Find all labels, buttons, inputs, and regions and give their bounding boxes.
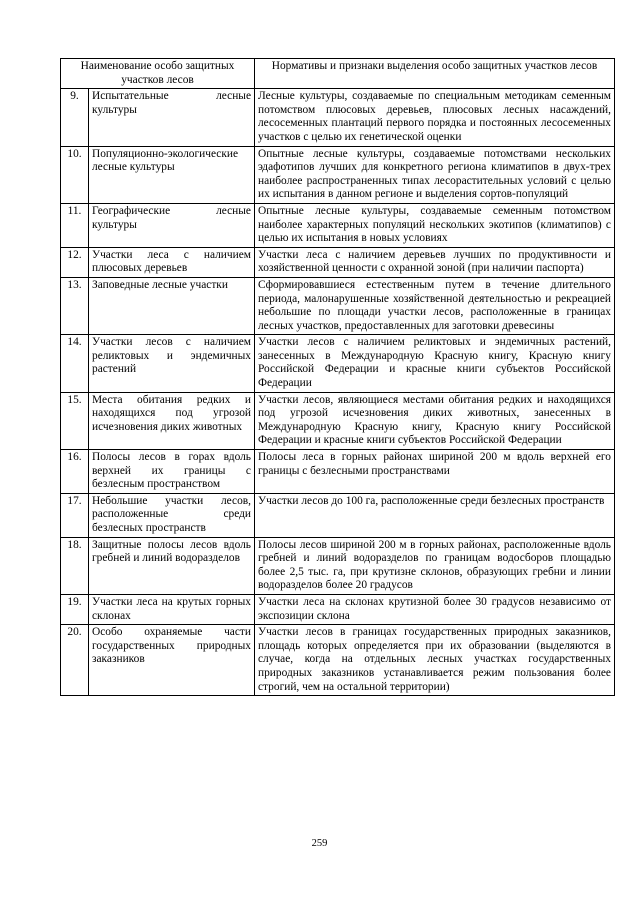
table-header-row	[61, 59, 615, 89]
row-number: 18.	[61, 537, 89, 594]
table-row	[61, 335, 615, 392]
area-name: Места обитания редких и находящихся под угрозой исчезновения диких животных	[89, 392, 255, 449]
table-row	[61, 392, 615, 449]
area-name: Участки леса с наличием плюсовых деревьев	[89, 247, 255, 277]
table-row	[61, 89, 615, 146]
page-number: 259	[311, 838, 328, 849]
row-number: 15.	[61, 392, 89, 449]
protected-forest-areas-table	[60, 58, 615, 696]
table-row	[61, 625, 615, 696]
row-number: 17.	[61, 493, 89, 537]
row-number: 9.	[61, 89, 89, 146]
table-row	[61, 450, 615, 494]
area-criteria: Полосы леса в горных районах шириной 200 м вдоль верхней его границы с безлесными пространствами	[255, 450, 615, 494]
area-name: Защитные полосы лесов вдоль гребней и линий водоразделов	[89, 537, 255, 594]
area-criteria: Сформировавшиеся естественным путем в течение длительного периода, малонарушенные хозяйственной деятельностью и рекреацией небольшие по площади участки лесов, расположенные в границах лесных участков, предоставленных для заготовки древесины	[255, 277, 615, 334]
header-name-column: Наименование особо защитных участков лесов	[61, 59, 255, 89]
table-row	[61, 277, 615, 334]
table-row	[61, 594, 615, 624]
area-criteria: Участки лесов до 100 га, расположенные среди безлесных пространств	[255, 493, 615, 537]
area-name: Географические лесные культуры	[89, 203, 255, 247]
area-criteria: Лесные культуры, создаваемые по специальным методикам семенным потомством плюсовых деревьев, плюсовых лесных насаждений, лесосеменных плантаций первого порядка и постоянных лесосеменных участков с целью их генетической оценки	[255, 89, 615, 146]
area-name: Заповедные лесные участки	[89, 277, 255, 334]
area-name: Участки леса на крутых горных склонах	[89, 594, 255, 624]
area-criteria: Участки лесов с наличием реликтовых и эндемичных растений, занесенных в Международную Красную книгу, Красную книгу Российской Федерации и красные книги субъектов Российской Федерации	[255, 335, 615, 392]
row-number: 13.	[61, 277, 89, 334]
area-criteria: Участки лесов в границах государственных природных заказников, площадь которых определяется при их образовании (выделяются в случае, когда на отдельных лесных участках государственных природных заказников устанавливается режим пользования более строгий, чем на остальной территории)	[255, 625, 615, 696]
table-row	[61, 203, 615, 247]
table-row	[61, 537, 615, 594]
row-number: 12.	[61, 247, 89, 277]
area-criteria: Полосы лесов шириной 200 м в горных районах, расположенные вдоль гребней и линий водоразделов по границам водосборов площадью более 2,5 тыс. га, при крутизне склонов, образующих гребни и линии водоразделов более 20 градусов	[255, 537, 615, 594]
row-number: 14.	[61, 335, 89, 392]
document-page	[60, 58, 614, 696]
row-number: 16.	[61, 450, 89, 494]
table-row	[61, 493, 615, 537]
area-name: Участки лесов с наличием реликтовых и эндемичных растений	[89, 335, 255, 392]
area-criteria: Участки леса на склонах крутизной более 30 градусов независимо от экспозиции склона	[255, 594, 615, 624]
area-criteria: Опытные лесные культуры, создаваемые потомствами нескольких эдафотипов лучших для конкретного региона климатипов в двух-трех наиболее распространенных типах лесорастительных условий с целью их испытания в данном регионе и выделения сортов-популяций	[255, 146, 615, 203]
table-row	[61, 146, 615, 203]
area-name: Особо охраняемые части государственных природных заказников	[89, 625, 255, 696]
area-name: Испытательные лесные культуры	[89, 89, 255, 146]
area-name: Полосы лесов в горах вдоль верхней их границы с безлесным пространством	[89, 450, 255, 494]
area-criteria: Опытные лесные культуры, создаваемые семенным потомством наиболее характерных популяций нескольких экотипов (климатипов) с целью их испытания в новых условиях	[255, 203, 615, 247]
area-name: Небольшие участки лесов, расположенные среди безлесных пространств	[89, 493, 255, 537]
table-row	[61, 247, 615, 277]
area-criteria: Участки леса с наличием деревьев лучших по продуктивности и хозяйственной ценности с охранной зоной (при наличии паспорта)	[255, 247, 615, 277]
row-number: 20.	[61, 625, 89, 696]
row-number: 10.	[61, 146, 89, 203]
area-name: Популяционно-экологические лесные культуры	[89, 146, 255, 203]
row-number: 19.	[61, 594, 89, 624]
row-number: 11.	[61, 203, 89, 247]
area-criteria: Участки лесов, являющиеся местами обитания редких и находящихся под угрозой исчезновения диких животных, занесенных в Международную Красную книгу, Красную книгу Российской Федерации и красные книги субъектов Российской Федерации	[255, 392, 615, 449]
header-criteria-column: Нормативы и признаки выделения особо защитных участков лесов	[255, 59, 615, 89]
